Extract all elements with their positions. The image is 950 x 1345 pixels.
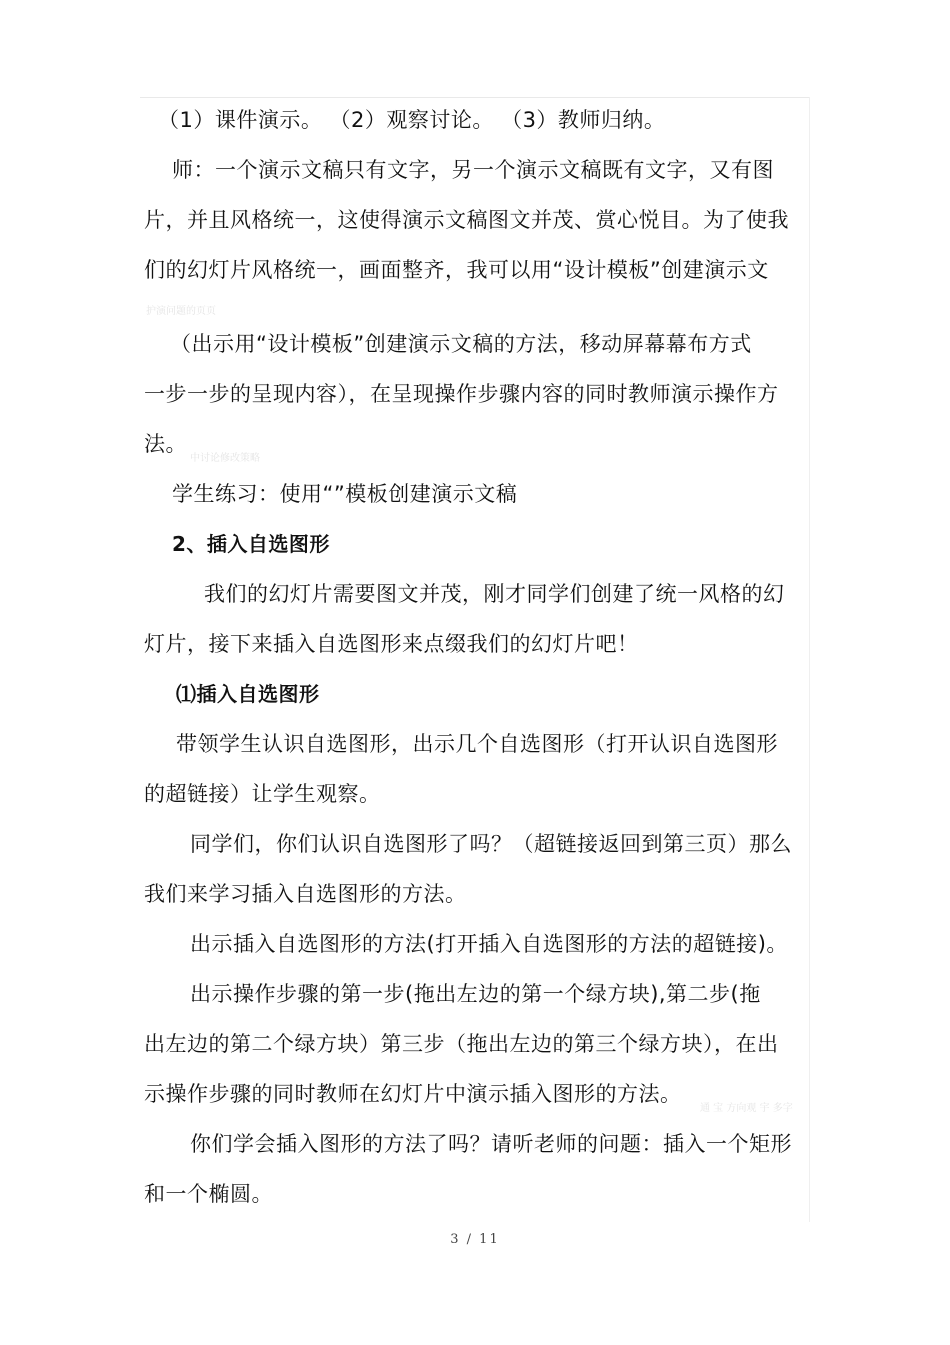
text-line-2: 师：一个演示文稿只有文字，另一个演示文稿既有文字，又有图 bbox=[172, 158, 774, 182]
text-line-19: 你们学会插入图形的方法了吗？请听老师的问题：插入一个矩形 bbox=[190, 1132, 792, 1156]
text-line-14: 我们来学习插入自选图形的方法。 bbox=[144, 882, 467, 906]
subsection-heading: ⑴插入自选图形 bbox=[176, 682, 320, 706]
text-line-15: 出示插入自选图形的方法(打开插入自选图形的方法的超链接)。 bbox=[190, 932, 788, 956]
text-line-10: 灯片，接下来插入自选图形来点缀我们的幻灯片吧！ bbox=[144, 632, 639, 656]
text-line-5: （出示用“设计模板”创建演示文稿的方法，移动屏幕幕布方式 bbox=[170, 332, 752, 356]
text-line-17: 出左边的第二个绿方块）第三步（拖出左边的第三个绿方块），在出 bbox=[144, 1032, 779, 1056]
text-line-7: 法。 bbox=[144, 432, 187, 456]
text-line-3: 片，并且风格统一，这使得演示文稿图文并茂、赏心悦目。为了使我 bbox=[144, 208, 789, 232]
page-frame-top bbox=[140, 97, 810, 98]
text-line-4: 们的幻灯片风格统一，画面整齐，我可以用“设计模板”创建演示文 bbox=[144, 258, 769, 282]
text-line-11: 带领学生认识自选图形，出示几个自选图形（打开认识自选图形 bbox=[176, 732, 778, 756]
text-line-13: 同学们，你们认识自选图形了吗？（超链接返回到第三页）那么 bbox=[190, 832, 792, 856]
page-frame-right bbox=[809, 97, 810, 1222]
section-heading: 2、插入自选图形 bbox=[172, 532, 330, 556]
text-line-6: 一步一步的呈现内容），在呈现操作步骤内容的同时教师演示操作方 bbox=[144, 382, 779, 406]
faint-annotation-2: 中讨论修改策略 bbox=[190, 453, 260, 464]
text-line-1: （1）课件演示。 （2）观察讨论。 （3）教师归纳。 bbox=[158, 108, 666, 132]
page-number: 3 / 11 bbox=[450, 1232, 500, 1247]
text-line-12: 的超链接）让学生观察。 bbox=[144, 782, 381, 806]
text-line-9: 我们的幻灯片需要图文并茂，刚才同学们创建了统一风格的幻 bbox=[204, 582, 785, 606]
faint-annotation-1: 护演问题的页页 bbox=[146, 306, 216, 317]
faint-annotation-3: 通 宝 方向观 宇 多字 bbox=[700, 1103, 793, 1114]
text-line-8: 学生练习：使用“”模板创建演示文稿 bbox=[172, 482, 518, 506]
text-line-16: 出示操作步骤的第一步(拖出左边的第一个绿方块),第二步(拖 bbox=[190, 982, 761, 1006]
text-line-20: 和一个椭圆。 bbox=[144, 1182, 273, 1206]
text-line-18: 示操作步骤的同时教师在幻灯片中演示插入图形的方法。 bbox=[144, 1082, 682, 1106]
